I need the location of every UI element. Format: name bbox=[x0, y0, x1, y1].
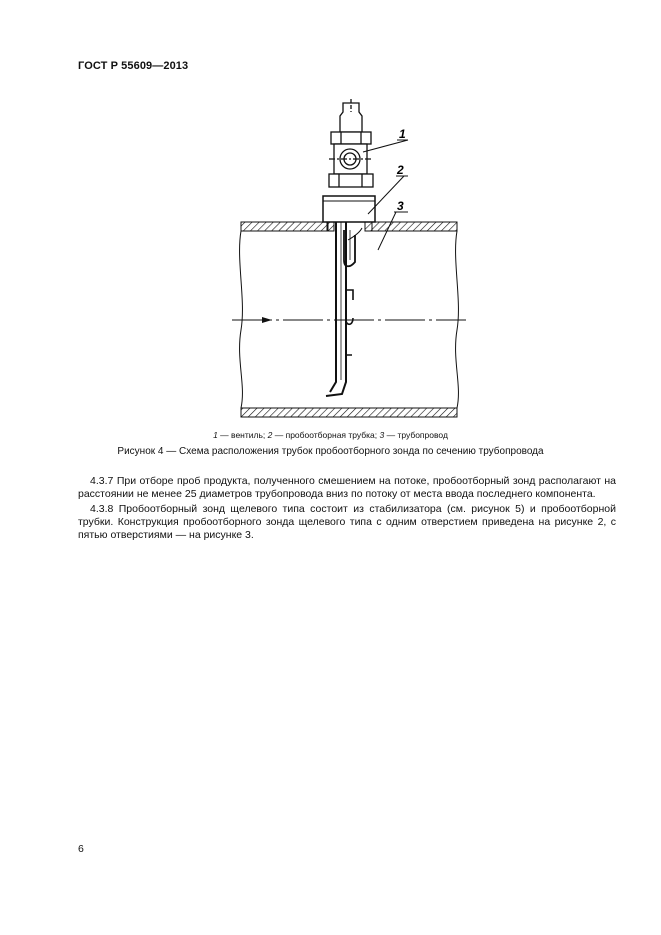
callout-1-label: 1 bbox=[399, 127, 406, 141]
callout-3-label: 3 bbox=[397, 199, 404, 213]
document-header: ГОСТ Р 55609—2013 bbox=[78, 60, 189, 72]
flange bbox=[323, 196, 375, 231]
figure-legend bbox=[0, 430, 661, 440]
figure-caption: Рисунок 4 — Схема расположения трубок пробоотборного зонда по сечению трубопровода bbox=[117, 446, 544, 457]
legend-text-2: — пробоотборная трубка; bbox=[272, 430, 380, 440]
legend-num-2: 2 bbox=[267, 430, 273, 440]
valve bbox=[329, 99, 373, 187]
page-number: 6 bbox=[78, 843, 84, 855]
sampling-tubes bbox=[326, 222, 362, 396]
callout-2-label: 2 bbox=[397, 163, 404, 177]
pipe-axis bbox=[232, 317, 466, 323]
legend-text-3: — трубопровод bbox=[384, 430, 448, 440]
paragraph-4-3-7: 4.3.7 При отборе проб продукта, полученного смешением на потоке, пробоотборный зонд располагают на расстоянии не менее 25 диаметров трубопровода вниз по потоку от места ввода последнего компонента. bbox=[78, 475, 616, 500]
legend-num-1: 1 bbox=[213, 430, 218, 440]
pipe-probe-diagram bbox=[0, 0, 661, 430]
legend-text-1: — вентиль; bbox=[217, 430, 268, 440]
legend-num-3: 3 bbox=[379, 430, 385, 440]
body-text bbox=[78, 475, 616, 544]
paragraph-4-3-8: 4.3.8 Пробоотборный зонд щелевого типа состоит из стабилизатора (см. рисунок 5) и пробоотборной трубки. Конструкция пробоотборного зонда щелевого типа с одним отверстием приведена на рисунке 2, с пятью отверстиями — на рисунке 3. bbox=[78, 503, 616, 541]
